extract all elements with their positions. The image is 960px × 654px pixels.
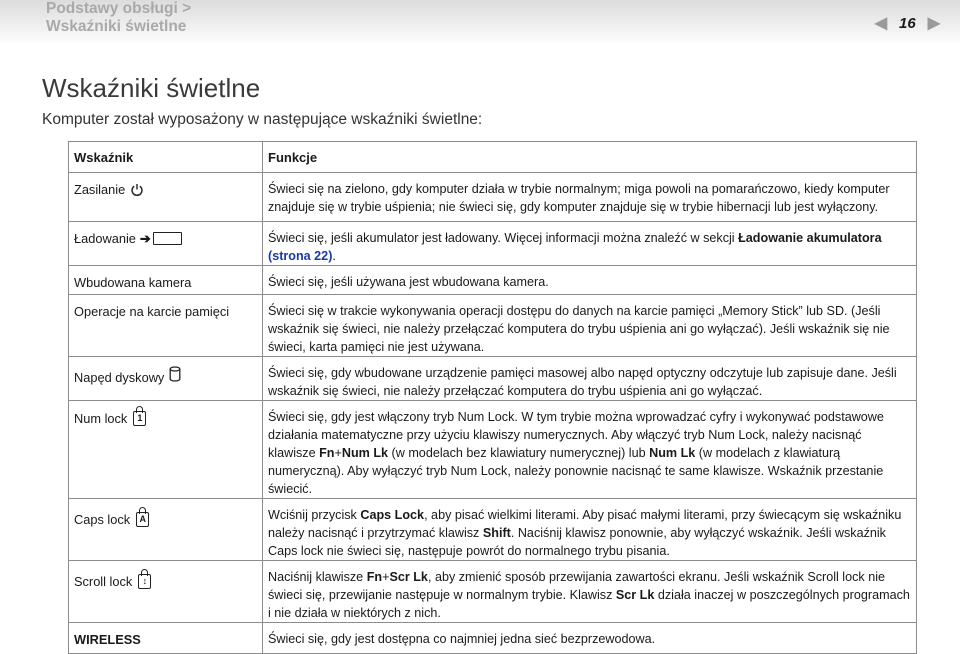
function-text-part: (w modelach bez klawiatury numerycznej) lub <box>388 446 650 460</box>
indicator-label: Napęd dyskowy <box>74 370 165 385</box>
caps-lock-icon-glyph: A <box>139 514 146 524</box>
table-row <box>69 222 917 266</box>
indicator-cell <box>69 561 263 623</box>
function-text: Świeci się, jeśli używana jest wbudowana kamera. <box>268 275 549 289</box>
function-text-part: . Naciśnij klawisz ponownie, aby wyłączyć wskaźnik. Jeśli wskaźnik Caps lock nie świeci się, następuje powrót do normalnego trybu pisania. <box>268 526 886 558</box>
function-text-part: , aby zmienić sposób przewijania zawartości ekranu. Jeśli wskaźnik Scroll lock nie świeci się, przewijanie następuje w normalnym trybie. Klawisz <box>268 570 886 602</box>
table-header-row <box>69 142 917 173</box>
indicator-label: Wbudowana kamera <box>74 275 192 290</box>
function-text <box>268 506 911 560</box>
function-text-part: (w modelach z klawiaturą numeryczną). Aby wyłączyć tryb Num Lock, należy ponownie nacisnąć te same klawisze. Wskaźnik przestanie świecić. <box>268 446 884 496</box>
function-text: Świeci się, gdy wbudowane urządzenie pamięci masowej albo napęd optyczny odczytuje lub zapisuje dane. Jeśli wskaźnik się świeci, nie należy przełączać komputera do trybu uśpienia ani go wyłączać. <box>268 366 897 398</box>
key-name: Caps Lock <box>360 508 425 522</box>
column-header-function <box>263 142 917 173</box>
table-row <box>69 266 917 295</box>
table-row <box>69 173 917 222</box>
column-header-indicator-label: Wskaźnik <box>74 150 134 165</box>
power-icon <box>130 183 144 197</box>
function-cell <box>263 357 917 401</box>
function-cell <box>263 222 917 266</box>
indicator-cell <box>69 266 263 295</box>
function-cell <box>263 295 917 357</box>
page-reference-link[interactable]: (strona 22) <box>268 249 333 263</box>
function-text-suffix: . <box>332 249 336 263</box>
column-header-indicator <box>69 142 263 173</box>
caps-lock-icon <box>136 512 149 527</box>
table-row <box>69 623 917 654</box>
indicator-label: Num lock <box>74 411 128 426</box>
key-name: Fn <box>319 446 335 460</box>
function-cell <box>263 401 917 499</box>
key-name: Num Lk <box>341 446 389 460</box>
function-cell <box>263 561 917 623</box>
key-name: Scr Lk <box>615 588 655 602</box>
page-title: Wskaźniki świetlne <box>42 73 261 103</box>
page-navigation <box>875 13 938 33</box>
function-text <box>268 568 911 622</box>
function-text <box>268 229 911 265</box>
indicator-cell <box>69 623 263 654</box>
breadcrumb <box>46 0 191 36</box>
charge-arrow-icon: ➔ <box>139 231 151 246</box>
function-text-bold: Ładowanie akumulatora <box>738 231 882 245</box>
table-row <box>69 401 917 499</box>
function-text: Świeci się w trakcie wykonywania operacji dostępu do danych na karcie pamięci „Memory Stick” lub SD. (Jeśli wskaźnik się świeci, nie należy przełączać komputera do trybu uśpienia ani go wyłączać). Jeśli wskaźnik się nie świeci, karta pamięci nie jest używana. <box>268 304 890 354</box>
table-row <box>69 561 917 623</box>
indicator-cell <box>69 173 263 222</box>
key-plus: + <box>382 570 390 584</box>
battery-charge-icon <box>153 232 182 245</box>
indicators-table <box>68 141 917 654</box>
function-cell <box>263 623 917 654</box>
key-name: Fn <box>366 570 383 584</box>
function-text: Świeci się, gdy jest dostępna co najmniej jedna sieć bezprzewodowa. <box>268 632 656 646</box>
key-plus: + <box>334 446 342 460</box>
indicator-cell <box>69 401 263 499</box>
indicator-label: Zasilanie <box>74 182 126 197</box>
num-lock-icon <box>133 411 146 426</box>
breadcrumb-current: Wskaźniki świetlne <box>46 18 187 35</box>
next-page-arrow-icon[interactable]: ▶ <box>927 15 938 32</box>
column-header-function-label: Funkcje <box>268 150 318 165</box>
function-text-prefix: Świeci się, jeśli akumulator jest ładowany. Więcej informacji można znaleźć w sekcji <box>268 231 739 245</box>
indicator-label: WIRELESS <box>74 632 141 647</box>
num-lock-icon-glyph: 1 <box>137 413 143 423</box>
indicator-cell <box>69 357 263 401</box>
page-number: 16 <box>899 14 916 32</box>
key-name: Scr Lk <box>389 570 428 584</box>
function-cell <box>263 499 917 561</box>
indicator-label: Caps lock <box>74 512 131 527</box>
function-text-part: Wciśnij przycisk <box>268 508 361 522</box>
key-name: Num Lk <box>649 446 696 460</box>
function-cell <box>263 266 917 295</box>
function-text-part: Naciśnij klawisze <box>268 570 367 584</box>
key-name: Shift <box>482 526 511 540</box>
table-row <box>69 357 917 401</box>
indicator-cell <box>69 295 263 357</box>
function-cell <box>263 173 917 222</box>
function-text-part: Świeci się, gdy jest włączony tryb Num Lock. W tym trybie można wprowadzać cyfry i wykonywać podstawowe działania matematyczne przy użyciu klawiszy numerycznych. Aby włączyć tryb Num Lock, należy nacisnąć klawisze <box>268 410 884 460</box>
table-row <box>69 499 917 561</box>
prev-page-arrow-icon[interactable]: ◀ <box>874 15 885 32</box>
scroll-lock-icon-glyph: ↕ <box>142 576 148 586</box>
function-text-part: działa inaczej w poszczególnych programach i nie działa w niektórych z nich. <box>268 588 910 620</box>
indicator-label: Ładowanie <box>74 231 136 246</box>
indicator-cell <box>69 222 263 266</box>
disk-drive-icon <box>169 366 181 382</box>
function-text: Świeci się na zielono, gdy komputer działa w trybie normalnym; miga powoli na pomarańczowo, kiedy komputer znajduje się w trybie uśpienia; nie świeci się, gdy komputer znajduje się w trybie hibernacji lub jest wyłączony. <box>268 182 890 214</box>
indicator-label: Scroll lock <box>74 574 133 589</box>
indicator-label: Operacje na karcie pamięci <box>74 304 230 319</box>
scroll-lock-icon <box>138 574 151 589</box>
function-text <box>268 408 911 498</box>
indicator-cell <box>69 499 263 561</box>
breadcrumb-parent-link[interactable]: Podstawy obsługi > <box>46 0 192 17</box>
intro-text: Komputer został wyposażony w następujące wskaźniki świetlne: <box>42 111 483 128</box>
table-row <box>69 295 917 357</box>
function-text-part: , aby pisać wielkimi literami. Aby pisać małymi literami, przy świecącym się wskaźniku należy nacisnąć i przytrzymać klawisz <box>268 508 902 540</box>
